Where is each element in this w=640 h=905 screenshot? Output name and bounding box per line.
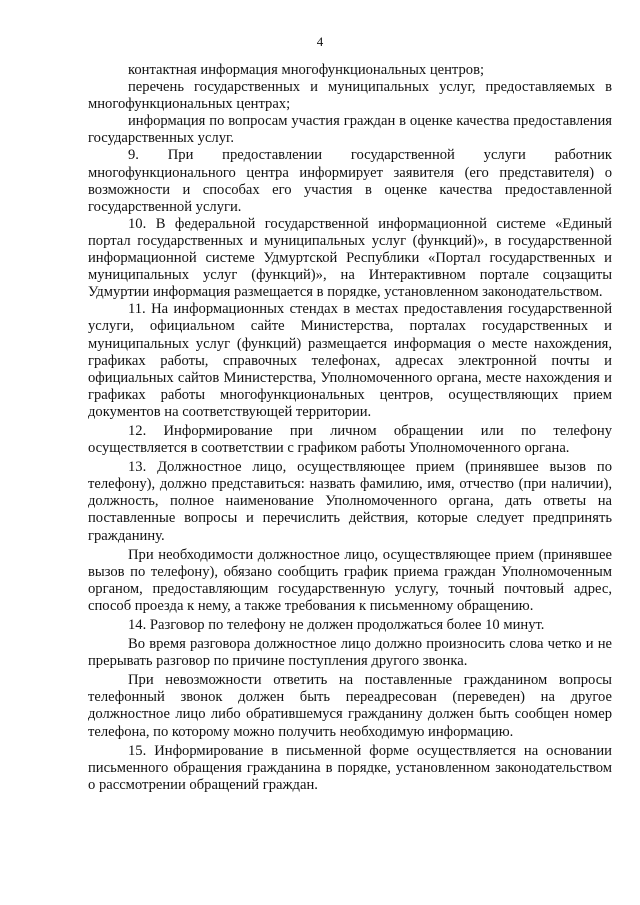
paragraph-item-12: 12. Информирование при личном обращении или по телефону осуществляется в соответствии с графиком работы Уполномоченного органа. [88,422,612,457]
paragraph-item-13-continued: При необходимости должностное лицо, осуществляющее прием (принявшее вызов по телефону), обязано сообщить график приема граждан Уполномоченным органом, предоставляющим государственную услугу, точный почтовый адрес, способ проезда к нему, а также требования к письменному обращению. [88,546,612,614]
paragraph-call-conduct: Во время разговора должностное лицо должно произносить слова четко и не прерывать разговор по причине поступления другого звонка. [88,636,612,670]
paragraph-quality-assessment: информация по вопросам участия граждан в оценке качества предоставления государственных услуг. [88,113,612,147]
paragraph-mfc-contacts: контактная информация многофункциональных центров; [128,62,485,78]
paragraph-item-11: 11. На информационных стендах в местах предоставления государственной услуги, официальном сайте Министерства, порталах государственных и муниципальных услуг (функций) размещается информация о месте нахождения, графиках работы, справочных телефонах, адресах электронной почты и официальных сайтов Министерства, Уполномоченного органа, месте нахождения и графиках работы многофункциональных центров, осуществляющих прием документов на соответствующей территории. [88,301,612,420]
paragraph-item-14: 14. Разговор по телефону не должен продолжаться более 10 минут. [128,617,545,633]
paragraph-services-list: перечень государственных и муниципальных услуг, предоставляемых в многофункциональных центрах; [88,79,612,113]
paragraph-item-13: 13. Должностное лицо, осуществляющее прием (принявшее вызов по телефону), должно представиться: назвать фамилию, имя, отчество (при наличии), должность, полное наименование Уполномоченного органа, дать ответы на поставленные вопросы и перечислить действия, которые следует предпринять гражданину. [88,459,612,544]
document-body [88,62,612,794]
paragraph-call-redirect: При невозможности ответить на поставленные гражданином вопросы телефонный звонок должен быть переадресован (переведен) на другое должностное лицо либо обратившемуся гражданину должен быть сообщен номер телефона, по которому можно получить необходимую информацию. [88,672,612,740]
paragraph-item-15: 15. Информирование в письменной форме осуществляется на основании письменного обращения гражданина в порядке, установленном законодательством о рассмотрении обращений граждан. [88,742,612,793]
paragraph-item-10: 10. В федеральной государственной информационной системе «Единый портал государственных и муниципальных услуг (функций)», в государственной информационной системе Удмуртской Республики «Портал государственных и муниципальных услуг (функций)», на Интерактивном портале соцзащиты Удмуртии информация размещается в порядке, установленном законодательством. [88,215,612,301]
page-number: 4 [316,34,324,49]
paragraph-item-9: 9. При предоставлении государственной услуги работник многофункционального центра информирует заявителя (его представителя) о возможности и способах его участия в оценке качества предоставленной государственной услуги. [88,147,612,215]
